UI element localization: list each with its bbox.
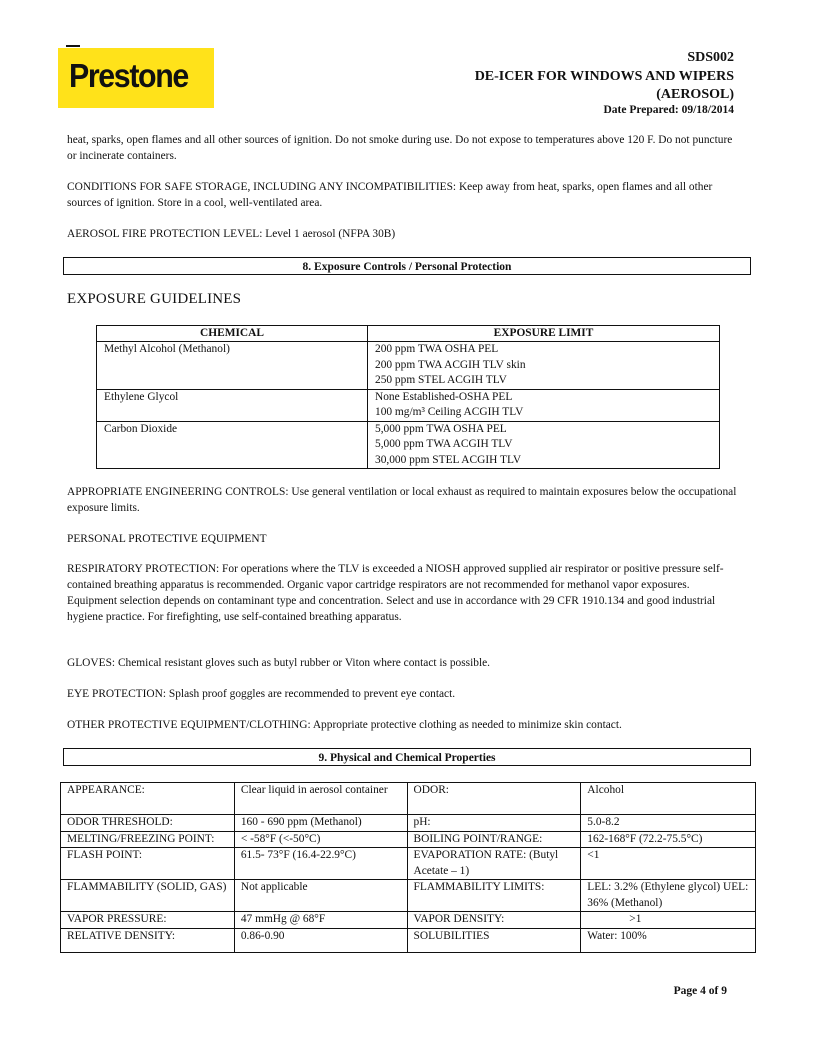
limit-line: 200 ppm TWA ACGIH TLV skin (375, 358, 526, 371)
aerosol-paragraph: AEROSOL FIRE PROTECTION LEVEL: Level 1 aerosol (NFPA 30B) (67, 228, 396, 240)
limit-line: 250 ppm STEL ACGIH TLV (375, 374, 507, 386)
limit-line: 200 ppm TWA OSHA PEL (375, 343, 499, 355)
limit-line: 30,000 ppm STEL ACGIH TLV (375, 453, 522, 466)
ppe-heading: PERSONAL PROTECTIVE EQUIPMENT (67, 533, 267, 545)
property-value: Water: 100% (581, 928, 756, 952)
property-label: RELATIVE DENSITY: (61, 928, 235, 952)
logo-rule (66, 45, 80, 47)
exposure-table (96, 325, 720, 469)
table-row (97, 421, 720, 469)
property-value: 162-168°F (72.2-75.5°C) (581, 831, 756, 848)
property-label: EVAPORATION RATE: (Butyl Acetate – 1) (407, 848, 581, 880)
exposure-limits (368, 389, 720, 421)
property-label: VAPOR PRESSURE: (61, 912, 235, 929)
property-label: MELTING/FREEZING POINT: (61, 831, 235, 848)
storage-paragraph: CONDITIONS FOR SAFE STORAGE, INCLUDING ANY INCOMPATIBILITIES: Keep away from heat, sparks, open flames and all other sources of ignition. Store in a cool, well-ventilated area. (67, 181, 713, 209)
property-value: 160 - 690 ppm (Methanol) (234, 815, 407, 832)
property-value: 0.86-0.90 (234, 928, 407, 952)
sds-code: SDS002 (687, 50, 734, 65)
property-value: >1 (581, 912, 756, 929)
table-row (61, 912, 756, 929)
property-label: ODOR THRESHOLD: (61, 815, 235, 832)
property-value: LEL: 3.2% (Ethylene glycol) UEL: 36% (Methanol) (581, 880, 756, 912)
date-prepared: Date Prepared: 09/18/2014 (603, 104, 734, 116)
title-line-2: (AEROSOL) (656, 87, 734, 102)
property-value: < -58°F (<-50°C) (234, 831, 407, 848)
eye-protection-paragraph: EYE PROTECTION: Splash proof goggles are recommended to prevent eye contact. (67, 688, 456, 700)
property-label: VAPOR DENSITY: (407, 912, 581, 929)
property-label: SOLUBILITIES (407, 928, 581, 952)
engineering-controls-paragraph: APPROPRIATE ENGINEERING CONTROLS: Use general ventilation or local exhaust as required to maintain exposures below the occupational exposure limits. (67, 486, 737, 514)
exposure-limits (368, 342, 720, 390)
chemical-name: Carbon Dioxide (97, 421, 368, 469)
property-label: ODOR: (407, 783, 581, 815)
prestone-logo (58, 48, 214, 108)
gloves-paragraph: GLOVES: Chemical resistant gloves such as butyl rubber or Viton where contact is possible. (67, 657, 491, 669)
limit-line: 100 mg/m³ Ceiling ACGIH TLV (375, 406, 524, 418)
exposure-table-header (97, 326, 720, 342)
property-label: pH: (407, 815, 581, 832)
property-value: <1 (581, 848, 756, 880)
page-number: Page 4 of 9 (673, 985, 727, 997)
table-row (97, 342, 720, 390)
property-label: BOILING POINT/RANGE: (407, 831, 581, 848)
chemical-column-header: CHEMICAL (97, 326, 368, 342)
table-row (61, 783, 756, 815)
table-row (61, 815, 756, 832)
table-row (97, 389, 720, 421)
property-value: Not applicable (234, 880, 407, 912)
document-title (475, 68, 734, 104)
property-value: 5.0-8.2 (581, 815, 756, 832)
property-label: APPEARANCE: (61, 783, 235, 815)
table-row (61, 880, 756, 912)
limit-line: 5,000 ppm TWA OSHA PEL (375, 422, 507, 435)
exposure-limit-column-header: EXPOSURE LIMIT (368, 326, 720, 342)
section-8-header: 8. Exposure Controls / Personal Protection (63, 257, 751, 275)
physical-properties-table (60, 782, 756, 953)
property-value: Alcohol (581, 783, 756, 815)
other-protective-equipment-paragraph: OTHER PROTECTIVE EQUIPMENT/CLOTHING: Appropriate protective clothing as needed to minimize skin contact. (67, 719, 622, 731)
limit-line: 5,000 ppm TWA ACGIH TLV (375, 438, 513, 450)
table-row (61, 928, 756, 952)
table-row (61, 831, 756, 848)
title-line-1: DE-ICER FOR WINDOWS AND WIPERS (474, 69, 734, 84)
property-value: 61.5- 73°F (16.4-22.9°C) (234, 848, 407, 880)
property-value: 47 mmHg @ 68°F (234, 912, 407, 929)
respiratory-protection-paragraph: RESPIRATORY PROTECTION: For operations where the TLV is exceeded a NIOSH approved supplied air respirator or positive pressure self-contained breathing apparatus is recommended. Organic vapor cartridge respirators are not recommended for methanol vapor exposures. Equipment selection depends on contaminant type and concentration. Select and use in accordance with 29 CFR 1910.134 and good industrial hygiene practice. For firefighting, use self-contained breathing apparatus. (67, 563, 724, 623)
logo-text: Prestone (69, 57, 188, 94)
limit-line: None Established-OSHA PEL (375, 390, 513, 403)
table-row (61, 848, 756, 880)
ignition-paragraph: heat, sparks, open flames and all other sources of ignition. Do not smoke during use. Do not expose to temperatures above 120 F. Do not puncture or incinerate containers. (67, 134, 733, 162)
property-label: FLAMMABILITY LIMITS: (407, 880, 581, 912)
property-label: FLAMMABILITY (SOLID, GAS) (61, 880, 235, 912)
exposure-guidelines-heading: EXPOSURE GUIDELINES (67, 291, 242, 307)
chemical-name: Ethylene Glycol (97, 389, 368, 421)
property-label: FLASH POINT: (61, 848, 235, 880)
section-9-header: 9. Physical and Chemical Properties (63, 748, 751, 766)
chemical-name: Methyl Alcohol (Methanol) (97, 342, 368, 390)
property-value: Clear liquid in aerosol container (234, 783, 407, 815)
exposure-limits (368, 421, 720, 469)
